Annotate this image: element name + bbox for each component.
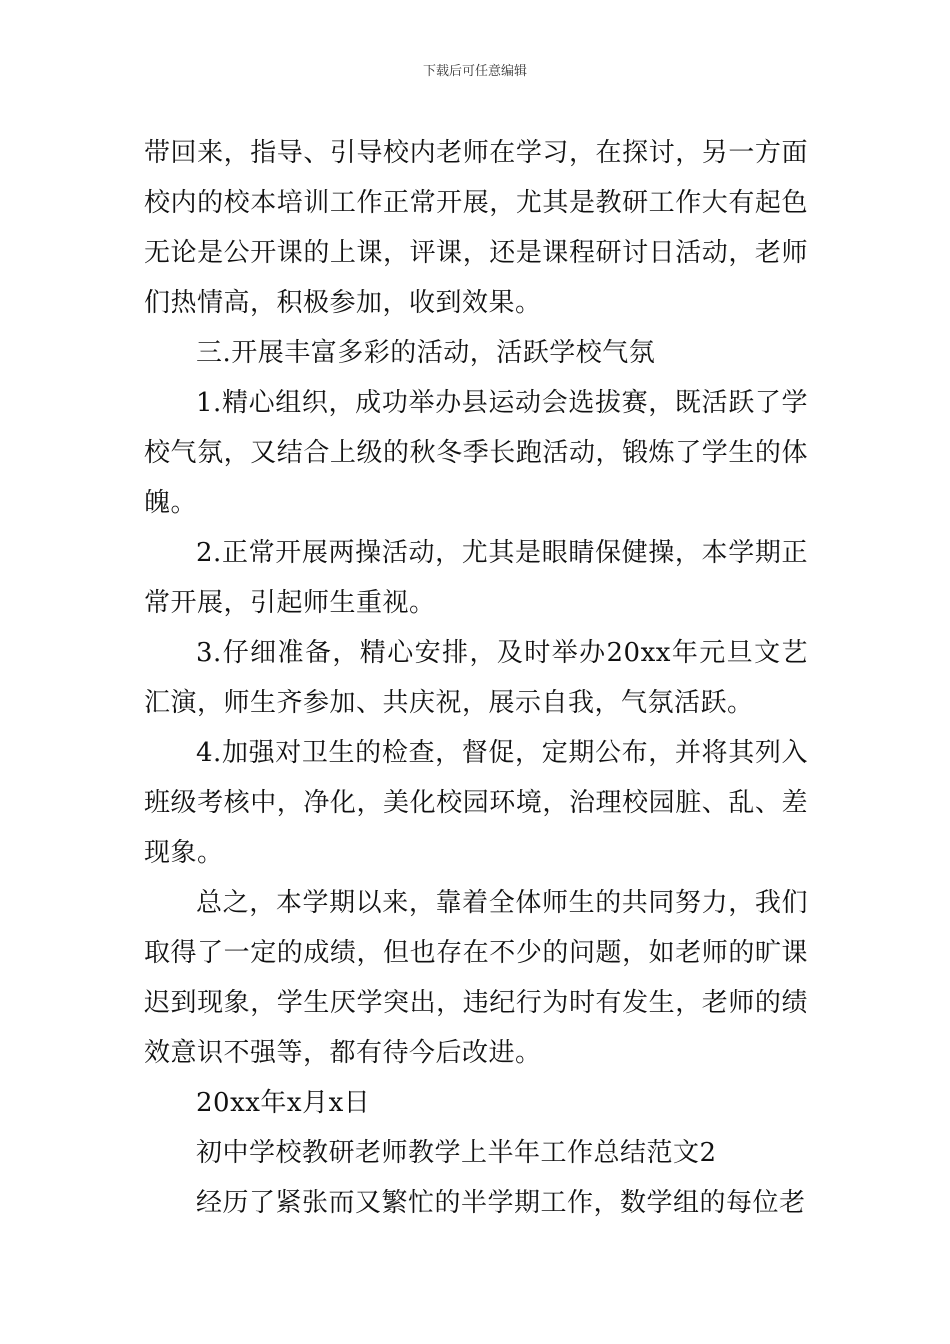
article-title-2: 初中学校教研老师教学上半年工作总结范文2 <box>196 1138 717 1168</box>
document-body <box>144 128 808 1228</box>
page-header: 下载后可任意编辑 <box>422 64 527 79</box>
paragraph-item-2: 2.正常开展两操活动，尤其是眼睛保健操，本学期正常开展，引起师生重视。 <box>144 538 808 618</box>
date-line: 20xx年x月x日 <box>196 1088 371 1118</box>
paragraph-item-4: 4.加强对卫生的检查，督促，定期公布，并将其列入班级考核中，净化，美化校园环境，治理校园脏、乱、差现象。 <box>144 738 808 868</box>
paragraph-item-1: 1.精心组织，成功举办县运动会选拔赛，既活跃了学校气氛，又结合上级的秋冬季长跑活动，锻炼了学生的体魄。 <box>144 388 808 518</box>
paragraph-training: 带回来，指导、引导校内老师在学习，在探讨，另一方面校内的校本培训工作正常开展，尤其是教研工作大有起色无论是公开课的上课，评课，还是课程研讨日活动，老师们热情高，积极参加，收到效果。 <box>144 138 808 318</box>
paragraph-opening-2: 经历了紧张而又繁忙的半学期工作，数学组的每位老 <box>196 1188 806 1218</box>
section-heading-activities: 三.开展丰富多彩的活动，活跃学校气氛 <box>196 338 656 368</box>
paragraph-summary: 总之，本学期以来，靠着全体师生的共同努力，我们取得了一定的成绩，但也存在不少的问题，如老师的旷课迟到现象，学生厌学突出，违纪行为时有发生，老师的绩效意识不强等，都有待今后改进。 <box>144 888 808 1068</box>
paragraph-item-3: 3.仔细准备，精心安排，及时举办20xx年元旦文艺汇演，师生齐参加、共庆祝，展示自我，气氛活跃。 <box>144 638 808 718</box>
